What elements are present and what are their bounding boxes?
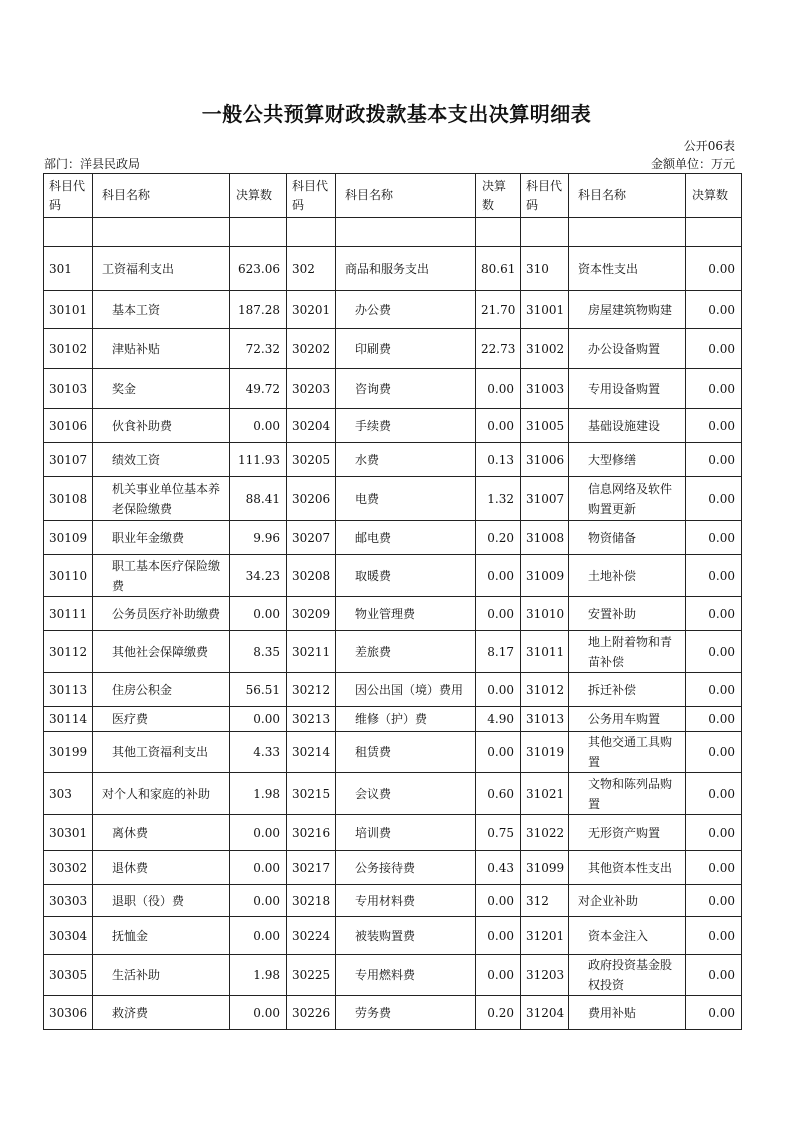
- table-row: [44, 996, 742, 1030]
- table-row: [44, 732, 742, 773]
- amount-cell: 0.00: [230, 707, 287, 732]
- amount-cell: 0.75: [476, 815, 521, 851]
- table-row: [44, 247, 742, 291]
- code-cell: 31003: [521, 369, 569, 409]
- code-cell: 30209: [287, 597, 336, 631]
- name-cell: 大型修缮: [569, 443, 686, 477]
- amount-cell: 80.61: [476, 247, 521, 291]
- code-cell: 30212: [287, 673, 336, 707]
- code-cell: 31204: [521, 996, 569, 1030]
- amount-cell: 1.98: [230, 773, 287, 815]
- table-row: [44, 885, 742, 917]
- code-cell: 302: [287, 247, 336, 291]
- code-cell: 30301: [44, 815, 93, 851]
- code-cell: 30203: [287, 369, 336, 409]
- amount-cell: 0.00: [476, 673, 521, 707]
- name-cell: 对企业补助: [569, 885, 686, 917]
- header-amount-2: 决算数: [476, 174, 521, 218]
- name-cell: 物业管理费: [336, 597, 476, 631]
- code-cell: 31013: [521, 707, 569, 732]
- code-cell: 30114: [44, 707, 93, 732]
- amount-cell: 0.00: [230, 996, 287, 1030]
- name-cell: 专用燃料费: [336, 955, 476, 996]
- amount-cell: 0.00: [476, 917, 521, 955]
- name-cell: 职工基本医疗保险缴费: [93, 555, 230, 597]
- code-cell: 30305: [44, 955, 93, 996]
- code-cell: 31019: [521, 732, 569, 773]
- name-cell: 费用补贴: [569, 996, 686, 1030]
- amount-cell: 0.00: [686, 597, 742, 631]
- code-cell: 31022: [521, 815, 569, 851]
- amount-cell: 0.00: [230, 815, 287, 851]
- name-cell: 培训费: [336, 815, 476, 851]
- code-cell: 30112: [44, 631, 93, 673]
- name-cell: 因公出国（境）费用: [336, 673, 476, 707]
- code-cell: 31021: [521, 773, 569, 815]
- code-cell: 30110: [44, 555, 93, 597]
- table-row: [44, 955, 742, 996]
- code-cell: 30113: [44, 673, 93, 707]
- amount-cell: 0.00: [686, 996, 742, 1030]
- amount-cell: 187.28: [230, 291, 287, 329]
- amount-cell: 0.00: [686, 851, 742, 885]
- code-cell: 30304: [44, 917, 93, 955]
- department-label: 部门：洋县民政局: [44, 157, 141, 171]
- name-cell: 津贴补贴: [93, 329, 230, 369]
- name-cell: 基本工资: [93, 291, 230, 329]
- name-cell: 基础设施建设: [569, 409, 686, 443]
- code-cell: 30111: [44, 597, 93, 631]
- code-cell: 30102: [44, 329, 93, 369]
- amount-cell: 0.00: [476, 555, 521, 597]
- amount-cell: 0.00: [230, 597, 287, 631]
- name-cell: 被装购置费: [336, 917, 476, 955]
- name-cell: 机关事业单位基本养老保险缴费: [93, 477, 230, 521]
- amount-cell: 0.00: [686, 291, 742, 329]
- code-cell: 30106: [44, 409, 93, 443]
- code-cell: 30302: [44, 851, 93, 885]
- name-cell: 救济费: [93, 996, 230, 1030]
- amount-cell: 9.96: [230, 521, 287, 555]
- code-cell: 31201: [521, 917, 569, 955]
- name-cell: 会议费: [336, 773, 476, 815]
- name-cell: 专用设备购置: [569, 369, 686, 409]
- code-cell: 30206: [287, 477, 336, 521]
- code-cell: 30215: [287, 773, 336, 815]
- amount-cell: 0.00: [686, 555, 742, 597]
- amount-cell: 0.43: [476, 851, 521, 885]
- code-cell: 30216: [287, 815, 336, 851]
- table-row: [44, 851, 742, 885]
- amount-cell: 0.00: [476, 369, 521, 409]
- code-cell: 310: [521, 247, 569, 291]
- name-cell: 职业年金缴费: [93, 521, 230, 555]
- name-cell: 手续费: [336, 409, 476, 443]
- page-title: 一般公共预算财政拨款基本支出决算明细表: [201, 102, 592, 126]
- amount-cell: 0.00: [686, 917, 742, 955]
- name-cell: 物资储备: [569, 521, 686, 555]
- amount-cell: 0.00: [686, 369, 742, 409]
- code-cell: 30214: [287, 732, 336, 773]
- name-cell: 医疗费: [93, 707, 230, 732]
- code-cell: 31009: [521, 555, 569, 597]
- amount-cell: 0.00: [476, 409, 521, 443]
- code-cell: 30204: [287, 409, 336, 443]
- code-cell: 30107: [44, 443, 93, 477]
- amount-cell: 0.00: [686, 521, 742, 555]
- header-code-3: 科目代码: [521, 174, 569, 218]
- name-cell: 拆迁补偿: [569, 673, 686, 707]
- name-cell: 水费: [336, 443, 476, 477]
- code-cell: 303: [44, 773, 93, 815]
- code-cell: 30208: [287, 555, 336, 597]
- amount-cell: 4.90: [476, 707, 521, 732]
- header-code-2: 科目代码: [287, 174, 336, 218]
- amount-cell: 0.00: [686, 955, 742, 996]
- name-cell: 抚恤金: [93, 917, 230, 955]
- amount-cell: 56.51: [230, 673, 287, 707]
- amount-cell: 0.00: [686, 443, 742, 477]
- name-cell: 绩效工资: [93, 443, 230, 477]
- amount-cell: 8.35: [230, 631, 287, 673]
- amount-cell: 0.00: [476, 597, 521, 631]
- code-cell: 30303: [44, 885, 93, 917]
- code-cell: 31203: [521, 955, 569, 996]
- amount-cell: 0.00: [686, 631, 742, 673]
- code-cell: 31099: [521, 851, 569, 885]
- code-cell: 30224: [287, 917, 336, 955]
- expenditure-table: [43, 173, 742, 1030]
- blank-row: [44, 218, 742, 247]
- amount-cell: 8.17: [476, 631, 521, 673]
- table-row: [44, 773, 742, 815]
- code-cell: 30103: [44, 369, 93, 409]
- name-cell: 伙食补助费: [93, 409, 230, 443]
- amount-cell: 0.60: [476, 773, 521, 815]
- name-cell: 安置补助: [569, 597, 686, 631]
- name-cell: 印刷费: [336, 329, 476, 369]
- header-name-2: 科目名称: [336, 174, 476, 218]
- table-row: [44, 673, 742, 707]
- unit-label: 金额单位：万元: [650, 157, 735, 171]
- header-row: [44, 174, 742, 218]
- table-row: [44, 521, 742, 555]
- amount-cell: 0.00: [686, 707, 742, 732]
- code-cell: 30109: [44, 521, 93, 555]
- code-cell: 301: [44, 247, 93, 291]
- code-cell: 30205: [287, 443, 336, 477]
- amount-cell: 88.41: [230, 477, 287, 521]
- name-cell: 取暖费: [336, 555, 476, 597]
- table-row: [44, 917, 742, 955]
- table-row: [44, 329, 742, 369]
- name-cell: 其他工资福利支出: [93, 732, 230, 773]
- name-cell: 退休费: [93, 851, 230, 885]
- table-row: [44, 443, 742, 477]
- amount-cell: 0.00: [230, 885, 287, 917]
- amount-cell: 0.20: [476, 521, 521, 555]
- name-cell: 退职（役）费: [93, 885, 230, 917]
- code-cell: 30217: [287, 851, 336, 885]
- name-cell: 奖金: [93, 369, 230, 409]
- code-cell: 31012: [521, 673, 569, 707]
- amount-cell: 4.33: [230, 732, 287, 773]
- amount-cell: 0.00: [686, 673, 742, 707]
- amount-cell: 0.00: [686, 409, 742, 443]
- amount-cell: 72.32: [230, 329, 287, 369]
- header-name-1: 科目名称: [93, 174, 230, 218]
- code-cell: 30101: [44, 291, 93, 329]
- name-cell: 无形资产购置: [569, 815, 686, 851]
- form-number: 公开06表: [683, 139, 735, 153]
- name-cell: 电费: [336, 477, 476, 521]
- amount-cell: 111.93: [230, 443, 287, 477]
- code-cell: 30211: [287, 631, 336, 673]
- name-cell: 商品和服务支出: [336, 247, 476, 291]
- code-cell: 30207: [287, 521, 336, 555]
- amount-cell: 0.13: [476, 443, 521, 477]
- name-cell: 土地补偿: [569, 555, 686, 597]
- amount-cell: 0.00: [230, 409, 287, 443]
- header-code-1: 科目代码: [44, 174, 93, 218]
- code-cell: 30202: [287, 329, 336, 369]
- table-row: [44, 555, 742, 597]
- code-cell: 31008: [521, 521, 569, 555]
- table-row: [44, 477, 742, 521]
- amount-cell: 0.00: [686, 732, 742, 773]
- code-cell: 31002: [521, 329, 569, 369]
- name-cell: 公务接待费: [336, 851, 476, 885]
- code-cell: 30199: [44, 732, 93, 773]
- name-cell: 办公费: [336, 291, 476, 329]
- code-cell: 30225: [287, 955, 336, 996]
- name-cell: 专用材料费: [336, 885, 476, 917]
- amount-cell: 0.00: [230, 851, 287, 885]
- code-cell: 30306: [44, 996, 93, 1030]
- amount-cell: 21.70: [476, 291, 521, 329]
- name-cell: 信息网络及软件购置更新: [569, 477, 686, 521]
- name-cell: 政府投资基金股权投资: [569, 955, 686, 996]
- code-cell: 31011: [521, 631, 569, 673]
- amount-cell: 0.00: [686, 477, 742, 521]
- amount-cell: 0.00: [686, 815, 742, 851]
- name-cell: 离休费: [93, 815, 230, 851]
- code-cell: 31005: [521, 409, 569, 443]
- amount-cell: 0.00: [476, 732, 521, 773]
- amount-cell: 0.00: [686, 329, 742, 369]
- code-cell: 30201: [287, 291, 336, 329]
- amount-cell: 1.98: [230, 955, 287, 996]
- table-row: [44, 597, 742, 631]
- table-row: [44, 631, 742, 673]
- amount-cell: 34.23: [230, 555, 287, 597]
- name-cell: 租赁费: [336, 732, 476, 773]
- name-cell: 资本金注入: [569, 917, 686, 955]
- name-cell: 资本性支出: [569, 247, 686, 291]
- code-cell: 30218: [287, 885, 336, 917]
- name-cell: 工资福利支出: [93, 247, 230, 291]
- code-cell: 31001: [521, 291, 569, 329]
- name-cell: 办公设备购置: [569, 329, 686, 369]
- amount-cell: 0.00: [476, 955, 521, 996]
- code-cell: 31006: [521, 443, 569, 477]
- name-cell: 劳务费: [336, 996, 476, 1030]
- amount-cell: 623.06: [230, 247, 287, 291]
- name-cell: 公务用车购置: [569, 707, 686, 732]
- name-cell: 公务员医疗补助缴费: [93, 597, 230, 631]
- name-cell: 维修（护）费: [336, 707, 476, 732]
- amount-cell: 0.00: [686, 247, 742, 291]
- header-amount-3: 决算数: [686, 174, 742, 218]
- name-cell: 邮电费: [336, 521, 476, 555]
- name-cell: 生活补助: [93, 955, 230, 996]
- amount-cell: 0.20: [476, 996, 521, 1030]
- code-cell: 30108: [44, 477, 93, 521]
- name-cell: 对个人和家庭的补助: [93, 773, 230, 815]
- name-cell: 文物和陈列品购置: [569, 773, 686, 815]
- table-row: [44, 409, 742, 443]
- name-cell: 其他资本性支出: [569, 851, 686, 885]
- table-row: [44, 291, 742, 329]
- code-cell: 31010: [521, 597, 569, 631]
- table-row: [44, 369, 742, 409]
- name-cell: 房屋建筑物购建: [569, 291, 686, 329]
- name-cell: 其他交通工具购置: [569, 732, 686, 773]
- code-cell: 312: [521, 885, 569, 917]
- amount-cell: 1.32: [476, 477, 521, 521]
- code-cell: 30213: [287, 707, 336, 732]
- name-cell: 其他社会保障缴费: [93, 631, 230, 673]
- amount-cell: 0.00: [686, 885, 742, 917]
- header-name-3: 科目名称: [569, 174, 686, 218]
- amount-cell: 22.73: [476, 329, 521, 369]
- code-cell: 31007: [521, 477, 569, 521]
- amount-cell: 0.00: [230, 917, 287, 955]
- name-cell: 差旅费: [336, 631, 476, 673]
- table-row: [44, 707, 742, 732]
- table-row: [44, 815, 742, 851]
- header-amount-1: 决算数: [230, 174, 287, 218]
- amount-cell: 0.00: [476, 885, 521, 917]
- amount-cell: 0.00: [686, 773, 742, 815]
- code-cell: 30226: [287, 996, 336, 1030]
- amount-cell: 49.72: [230, 369, 287, 409]
- name-cell: 地上附着物和青苗补偿: [569, 631, 686, 673]
- name-cell: 咨询费: [336, 369, 476, 409]
- name-cell: 住房公积金: [93, 673, 230, 707]
